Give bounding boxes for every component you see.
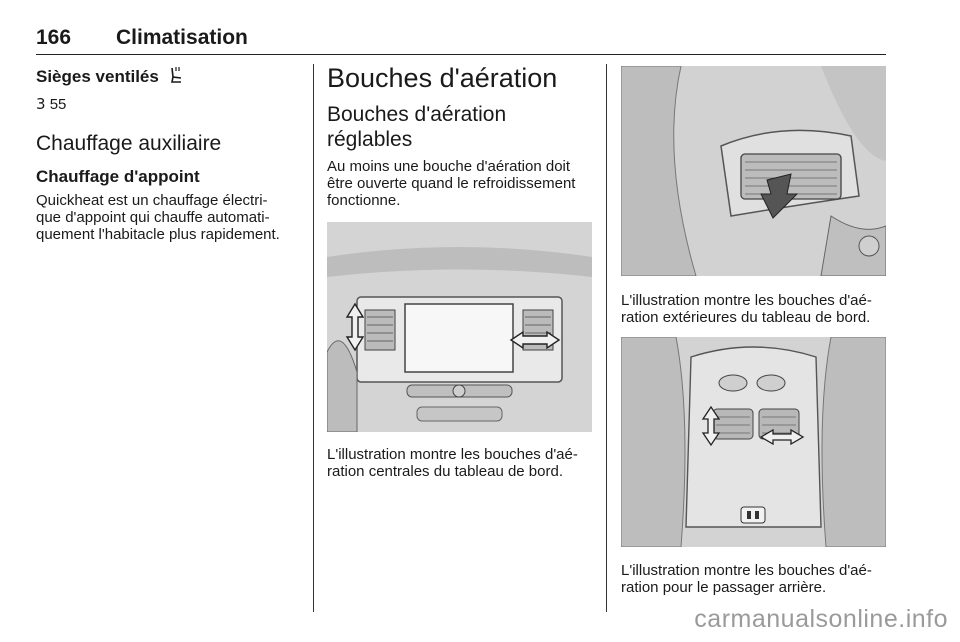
auxiliary-heater-subheading: Chauffage d'appoint — [36, 167, 200, 186]
column-divider-1 — [313, 64, 314, 612]
page-reference[interactable] — [36, 96, 304, 113]
watermark: carmanualsonline.info — [694, 605, 948, 633]
central-vents-caption: L'illustration montre les bouches d'aé- ration centrales du tableau de bord. — [327, 446, 578, 480]
outer-vents-illustration — [621, 66, 886, 276]
page-number: 166 — [36, 26, 72, 49]
ventilated-seat-icon — [168, 66, 184, 90]
header-rule — [36, 54, 886, 55]
adjustable-vents-subheading: Bouches d'aération réglables — [327, 103, 507, 151]
auxiliary-heating-heading: Chauffage auxiliaire — [36, 132, 222, 155]
column-divider-2 — [606, 64, 607, 612]
vents-paragraph: Au moins une bouche d'aération doit être ouverte quand le refroidissement fonctionne. — [327, 158, 576, 209]
ventilated-seats-heading — [36, 66, 304, 90]
quickheat-paragraph: Quickheat est un chauffage électri- que d'appoint qui chauffe automati- quement l'habitacle plus rapidement. — [36, 192, 280, 243]
reference-page: 55 — [49, 96, 67, 113]
column-2 — [327, 62, 593, 209]
central-vents-illustration — [327, 222, 592, 432]
ventilated-seats-label: Sièges ventilés — [36, 67, 159, 86]
rear-vents-illustration — [621, 337, 886, 547]
column-1 — [36, 62, 304, 243]
outer-vents-caption: L'illustration montre les bouches d'aé- ration extérieures du tableau de bord. — [621, 292, 872, 326]
reference-arrow-icon: 3 — [36, 95, 46, 113]
rear-vents-caption: L'illustration montre les bouches d'aé- ration pour le passager arrière. — [621, 562, 872, 596]
air-vents-heading: Bouches d'aération — [327, 63, 558, 93]
section-title: Climatisation — [116, 26, 248, 49]
